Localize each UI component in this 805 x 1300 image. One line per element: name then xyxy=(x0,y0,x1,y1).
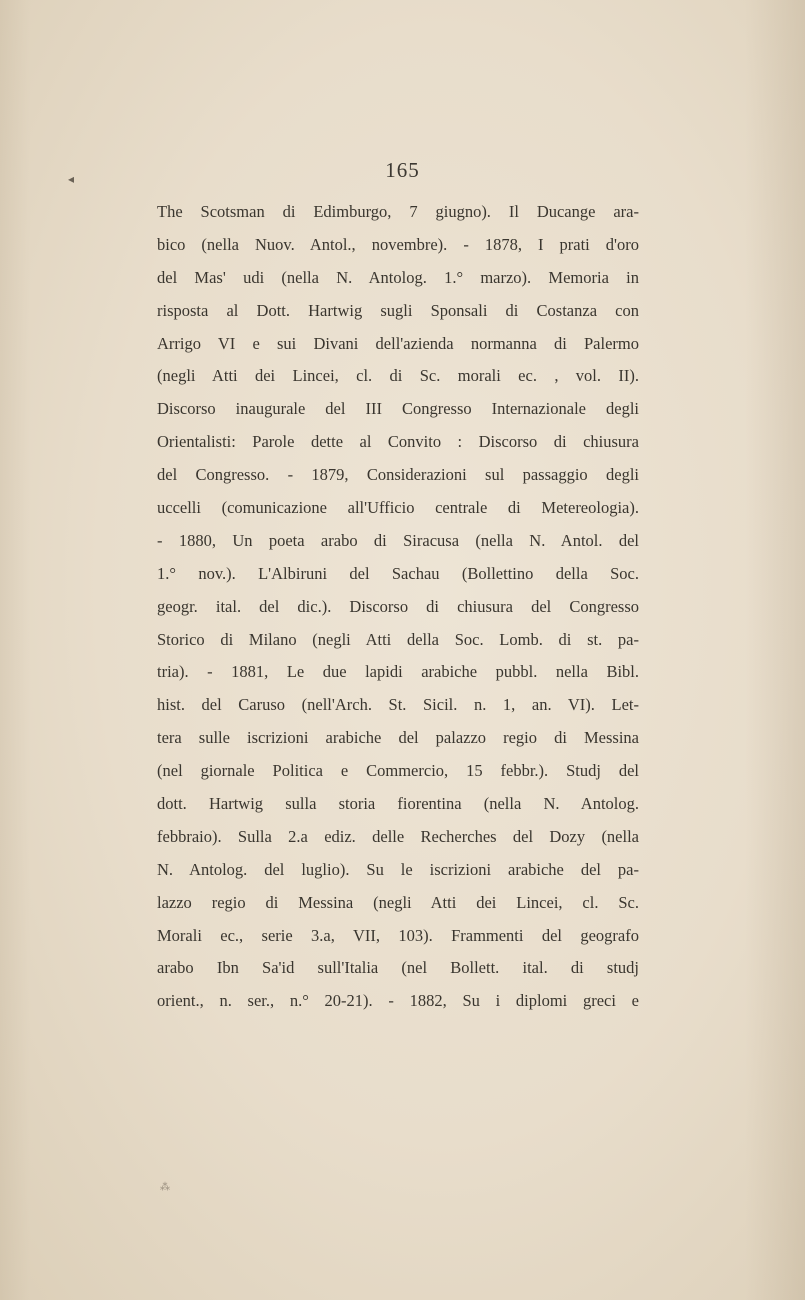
text-line: (negli Atti dei Lincei, cl. di Sc. morali ec. , vol. II). xyxy=(157,366,639,386)
ink-smudge-icon: ⁂ xyxy=(160,1182,170,1193)
page-shadow-left xyxy=(0,0,30,1300)
margin-mark-icon: ◂ xyxy=(68,172,75,186)
text-line: Storico di Milano (negli Atti della Soc. Lomb. di st. pa- xyxy=(157,629,639,649)
text-line: Arrigo VI e sui Divani dell'azienda normanna di Palermo xyxy=(157,333,639,353)
text-line: uccelli (comunicazione all'Ufficio centrale di Metereologia). xyxy=(157,498,639,518)
text-line: bico (nella Nuov. Antol., novembre). - 1878, I prati d'oro xyxy=(157,234,639,254)
text-line: lazzo regio di Messina (negli Atti dei Lincei, cl. Sc. xyxy=(157,892,639,912)
text-line: Morali ec., serie 3.a, VII, 103). Frammenti del geografo xyxy=(157,925,639,945)
text-line: geogr. ital. del dic.). Discorso di chiusura del Congresso xyxy=(157,596,639,616)
text-line: 1.° nov.). L'Albiruni del Sachau (Bollettino della Soc. xyxy=(157,563,639,583)
text-line: Discorso inaugurale del III Congresso Internazionale degli xyxy=(157,399,639,419)
page-number: 165 xyxy=(385,158,420,182)
text-line: febbraio). Sulla 2.a ediz. delle Recherches del Dozy (nella xyxy=(157,826,639,846)
text-line: The Scotsman di Edimburgo, 7 giugno). Il Ducange ara- xyxy=(157,202,639,221)
text-line: orient., n. ser., n.° 20-21). - 1882, Su i diplomi greci e xyxy=(157,991,639,1011)
text-line: tria). - 1881, Le due lapidi arabiche pubbl. nella Bibl. xyxy=(157,662,639,682)
text-line: - 1880, Un poeta arabo di Siracusa (nella N. Antol. del xyxy=(157,530,639,550)
text-line: del Congresso. - 1879, Considerazioni sul passaggio degli xyxy=(157,465,639,485)
text-line: hist. del Caruso (nell'Arch. St. Sicil. n. 1, an. VI). Let- xyxy=(157,695,639,715)
text-line: tera sulle iscrizioni arabiche del palazzo regio di Messina xyxy=(157,728,639,748)
body-text xyxy=(157,196,639,1018)
text-line: N. Antolog. del luglio). Su le iscrizioni arabiche del pa- xyxy=(157,859,639,879)
page-shadow-right xyxy=(745,0,805,1300)
text-line: arabo Ibn Sa'id sull'Italia (nel Bollett. ital. di studj xyxy=(157,958,639,978)
text-line: (nel giornale Politica e Commercio, 15 febbr.). Studj del xyxy=(157,761,639,781)
text-line: dott. Hartwig sulla storia fiorentina (nella N. Antolog. xyxy=(157,794,639,814)
text-line: Orientalisti: Parole dette al Convito : Discorso di chiusura xyxy=(157,432,639,452)
text-line: risposta al Dott. Hartwig sugli Sponsali di Costanza con xyxy=(157,300,639,320)
text-line: del Mas' udi (nella N. Antolog. 1.° marzo). Memoria in xyxy=(157,267,639,287)
